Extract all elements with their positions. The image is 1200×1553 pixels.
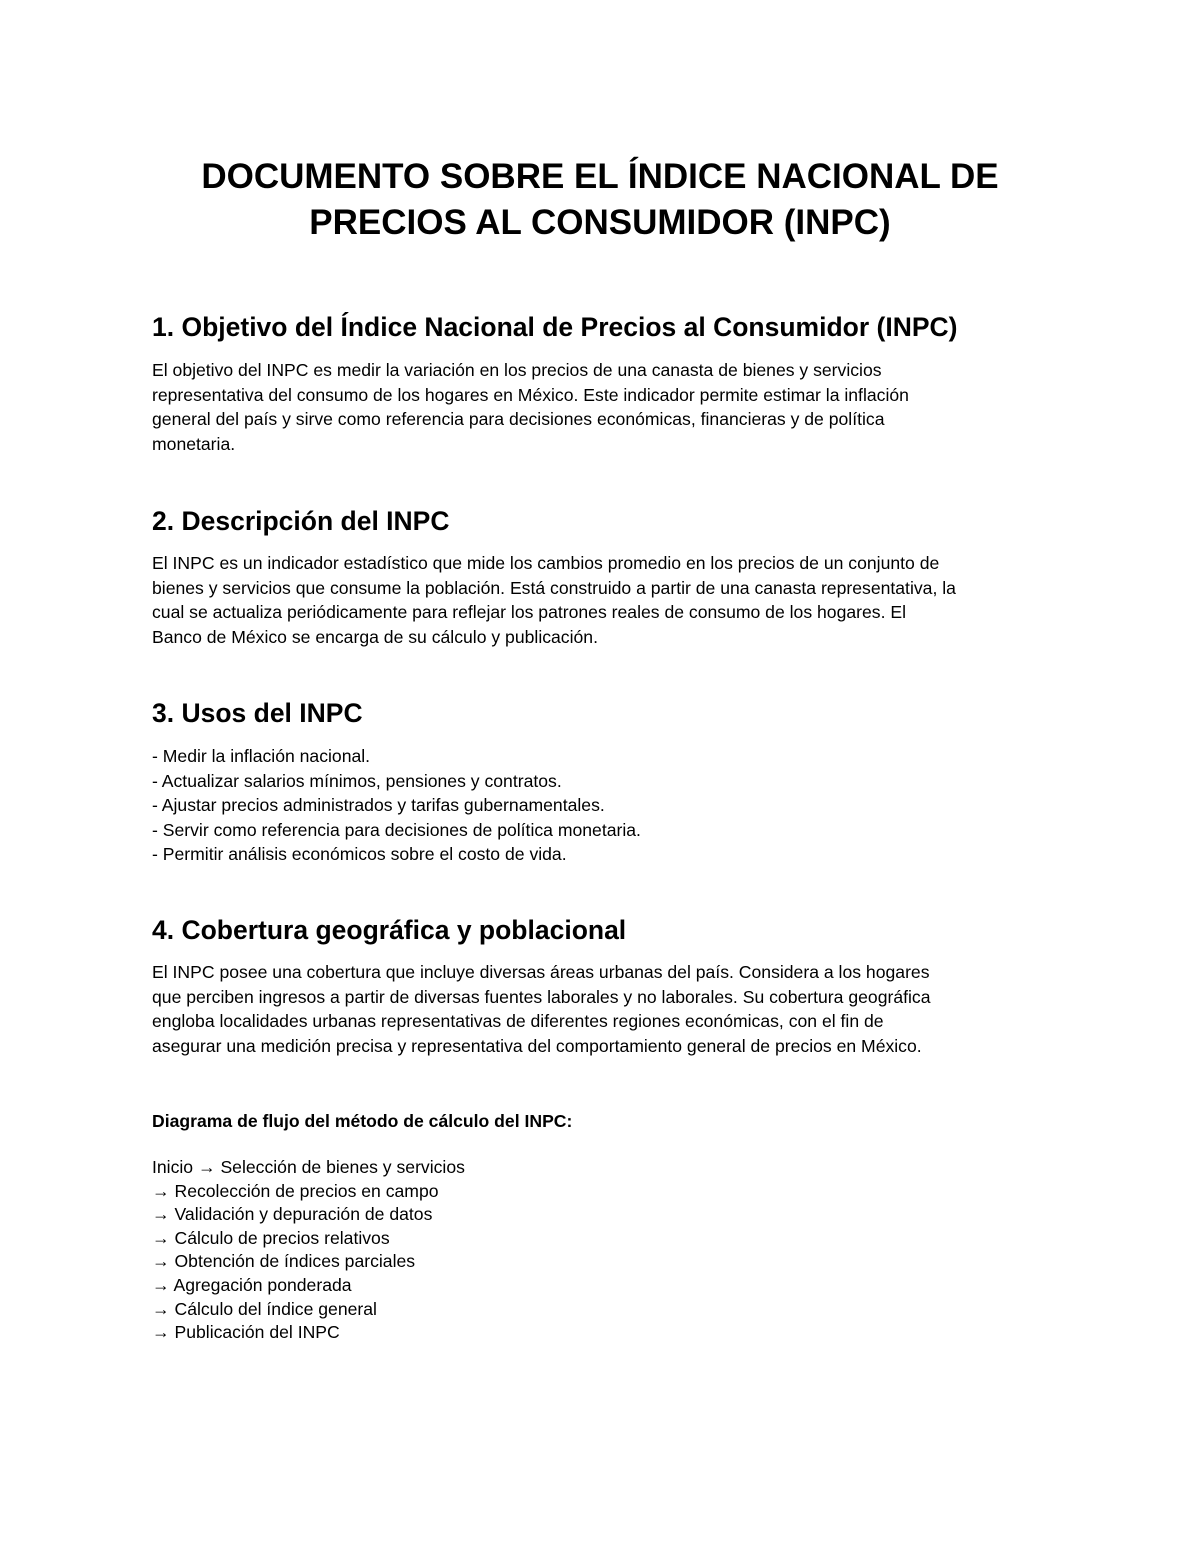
flowchart-steps	[152, 1156, 1062, 1345]
paragraph-line: que perciben ingresos a partir de diversas fuentes laborales y no laborales. Su cobertura geográfica	[152, 986, 931, 1007]
document-title	[100, 154, 1100, 246]
paragraph-line: El INPC es un indicador estadístico que mide los cambios promedio en los precios de un conjunto de	[152, 553, 940, 573]
list-item: - Permitir análisis económicos sobre el costo de vida.	[152, 844, 567, 864]
flowchart-heading: Diagrama de flujo del método de cálculo del INPC:	[152, 1111, 573, 1131]
paragraph-line: monetaria.	[152, 433, 236, 454]
flowchart-step: → Recolección de precios en campo	[152, 1180, 439, 1201]
flowchart-step: → Cálculo del índice general	[152, 1298, 377, 1319]
flowchart-step: → Publicación del INPC	[152, 1322, 340, 1343]
flowchart-step: → Validación y depuración de datos	[152, 1204, 433, 1225]
section-heading-descripcion: 2. Descripción del INPC	[152, 506, 450, 536]
list-item: - Ajustar precios administrados y tarifas gubernamentales.	[152, 795, 605, 815]
list-item: - Servir como referencia para decisiones de política monetaria.	[152, 819, 641, 840]
section-heading-usos: 3. Usos del INPC	[152, 698, 363, 728]
flowchart-step: Inicio → Selección de bienes y servicios	[152, 1157, 465, 1177]
flowchart-step: → Agregación ponderada	[152, 1274, 352, 1295]
section-body-usos	[152, 744, 1062, 867]
flowchart-step: → Cálculo de precios relativos	[152, 1227, 390, 1248]
document-title-line: PRECIOS AL CONSUMIDOR (INPC)	[309, 203, 891, 242]
section-heading-objetivo: 1. Objetivo del Índice Nacional de Precios al Consumidor (INPC)	[152, 312, 958, 342]
list-item: - Actualizar salarios mínimos, pensiones y contratos.	[152, 770, 562, 791]
paragraph-line: El INPC posee una cobertura que incluye diversas áreas urbanas del país. Considera a los hogares	[152, 962, 930, 982]
paragraph-line: engloba localidades urbanas representativas de diferentes regiones económicas, con el fin de	[152, 1011, 884, 1031]
section-body-objetivo	[152, 358, 1062, 456]
paragraph-line: asegurar una medición precisa y representativa del comportamiento general de precios en México.	[152, 1035, 922, 1056]
section-heading-cobertura: 4. Cobertura geográfica y poblacional	[152, 915, 627, 945]
paragraph-line: cual se actualiza periódicamente para reflejar los patrones reales de consumo de los hogares. El	[152, 602, 907, 622]
section-body-cobertura	[152, 960, 1062, 1058]
paragraph-line: Banco de México se encarga de su cálculo y publicación.	[152, 626, 598, 647]
paragraph-line: bienes y servicios que consume la población. Está construido a partir de una canasta representativa, la	[152, 577, 956, 598]
paragraph-line: general del país y sirve como referencia para decisiones económicas, financieras y de política	[152, 409, 885, 429]
paragraph-line: El objetivo del INPC es medir la variación en los precios de una canasta de bienes y servicios	[152, 360, 882, 380]
document-title-line: DOCUMENTO SOBRE EL ÍNDICE NACIONAL DE	[201, 157, 999, 196]
list-item: - Medir la inflación nacional.	[152, 746, 371, 766]
flowchart-step: → Obtención de índices parciales	[152, 1251, 416, 1272]
section-body-descripcion	[152, 551, 1062, 649]
paragraph-line: representativa del consumo de los hogares en México. Este indicador permite estimar la inflación	[152, 384, 909, 405]
